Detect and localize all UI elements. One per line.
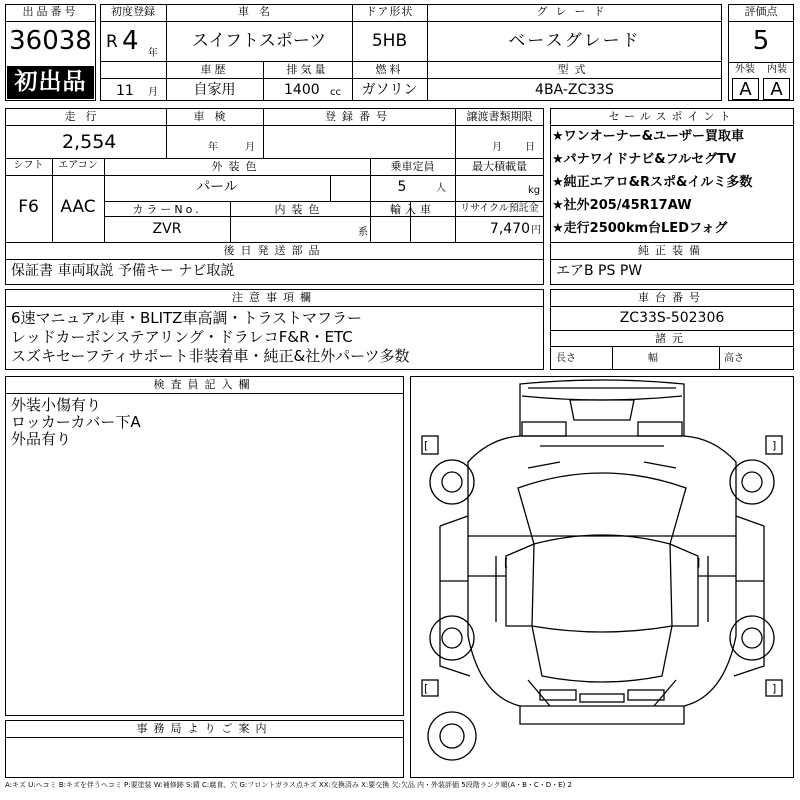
grade: ベースグレード [508,31,641,51]
sales-point: ★ワンオーナー&ユーザー買取車 [552,129,744,144]
color-no-label: カラーNo. [132,203,202,216]
era: R [106,32,118,52]
inspector-note: 外品有り [11,430,72,448]
later-parts-label: 後日発送部品 [223,244,326,257]
score-label: 評価点 [744,5,778,18]
mileage: 2,554 [62,131,117,153]
door-type: 5HB [371,31,408,51]
month-unit: 月 [148,87,158,98]
width-label: 幅 [648,353,658,364]
chassis-label: 車台番号 [638,291,706,304]
registration-month: 11 [116,83,134,99]
recycle-label: リサイクル預託金 [460,203,539,214]
kg-unit: kg [528,185,541,196]
svg-text:[: [ [424,682,429,695]
cc-unit: cc [330,87,341,98]
sales-point: ★走行2500km台LEDフォグ [552,221,728,236]
note-line: レッドカーボンステアリング・ドラレコF&R・ETC [11,328,353,346]
displacement: 1400 [284,82,320,98]
equipment: エアB PS PW [556,263,643,279]
chassis-number: ZC33S-502306 [619,310,725,326]
svg-text:]: ] [696,556,701,569]
exterior-label: 外装 [735,64,755,75]
capacity-unit: 人 [436,183,446,194]
max-load-label: 最大積載量 [472,160,527,173]
interior-grade: A [763,78,790,100]
equipment-label: 純正装備 [638,244,706,257]
model-code: 4BA-ZC33S [535,82,614,98]
exterior-color: パール [196,179,238,195]
inspector-label: 検査員記入欄 [153,378,256,391]
aircon-label: エアコン [58,160,98,171]
later-parts: 保証書 車両取説 予備キー ナビ取説 [11,263,235,279]
mileage-label: 走行 [64,110,107,123]
shaken-label: 車検 [193,110,236,123]
svg-text:]: ] [772,682,777,695]
height-label: 高さ [724,353,744,364]
registration-year: 4 [122,26,139,56]
damage-legend: A:キズ U:ヘコミ B:キズを伴うヘコミ P:要塗装 W:補修跡 S:錆 C:腐食、穴 G:フロントガラス点キズ XX:交換済み X:要交換 欠:欠品 内・外装評価 5段階ランク順(A・B・C・D・E) 2 [5,781,573,789]
svg-text:[: [ [424,439,429,452]
history-label: 車歴 [200,63,229,76]
note-line: スズキセーフティサポート非装着車・純正&社外パーツ多数 [11,347,410,365]
model-code-label: 型式 [557,63,592,76]
svg-text:]: ] [772,439,777,452]
transfer-deadline-label: 譲渡書類期限 [466,110,533,123]
note-line: 6速マニュアル車・BLITZ車高調・トラストマフラー [11,309,363,327]
sales-point: ★パナワイドナビ&フルセグTV [552,152,737,167]
history: 自家用 [193,82,236,98]
door-label: ドア形状 [365,5,414,18]
yen-unit: 円 [531,225,541,236]
fuel-label: 燃料 [375,63,404,76]
lot-number-label: 出品番号 [22,5,79,18]
grade-label: グレード [536,5,613,18]
car-name-label: 車名 [238,5,280,18]
length-label: 長さ [556,353,576,364]
kei-unit: 系 [358,227,368,238]
shift: F6 [18,197,39,217]
plate-label: 登録番号 [325,110,393,123]
svg-text:[: [ [504,556,509,569]
color-label: 外装色 [211,160,263,173]
first-listing-badge: 初出品 [7,66,94,99]
exterior-grade: A [732,78,759,100]
notes-label: 注意事項欄 [232,291,317,304]
shaken-month-unit: 月 [245,142,255,153]
capacity-label: 乗車定員 [390,160,435,173]
sales-points-label: セールスポイント [608,110,736,123]
color-no: ZVR [152,221,182,237]
dims-label: 諸元 [655,332,689,345]
inspector-note: 外装小傷有り [11,396,102,414]
interior-label: 内装 [767,64,787,75]
shaken-year-unit: 年 [208,142,218,153]
transfer-month-unit: 月 [492,142,502,153]
sales-point: ★社外205/45R17AW [552,198,692,213]
year-unit: 年 [148,48,158,59]
interior-color-label: 内装色 [274,203,326,216]
capacity: 5 [397,179,407,195]
car-body-diagram [410,376,794,778]
recycle-fee: 7,470 [489,221,530,237]
first-registration-label: 初度登録 [111,5,155,18]
car-name: スイフトスポーツ [191,31,327,51]
overall-score: 5 [752,26,770,56]
sales-point: ★純正エアロ&Rスポ&イルミ多数 [552,175,753,190]
displacement-label: 排気量 [286,63,329,76]
shift-label: シフト [13,160,44,171]
lot-number: 36038 [9,26,92,56]
fuel: ガソリン [361,82,418,98]
office-label: 事務局よりご案内 [136,722,273,735]
inspector-note: ロッカーカバー下A [11,413,141,431]
transfer-day-unit: 日 [525,142,535,153]
import-label: 輸入車 [390,203,435,216]
aircon: AAC [60,197,96,217]
